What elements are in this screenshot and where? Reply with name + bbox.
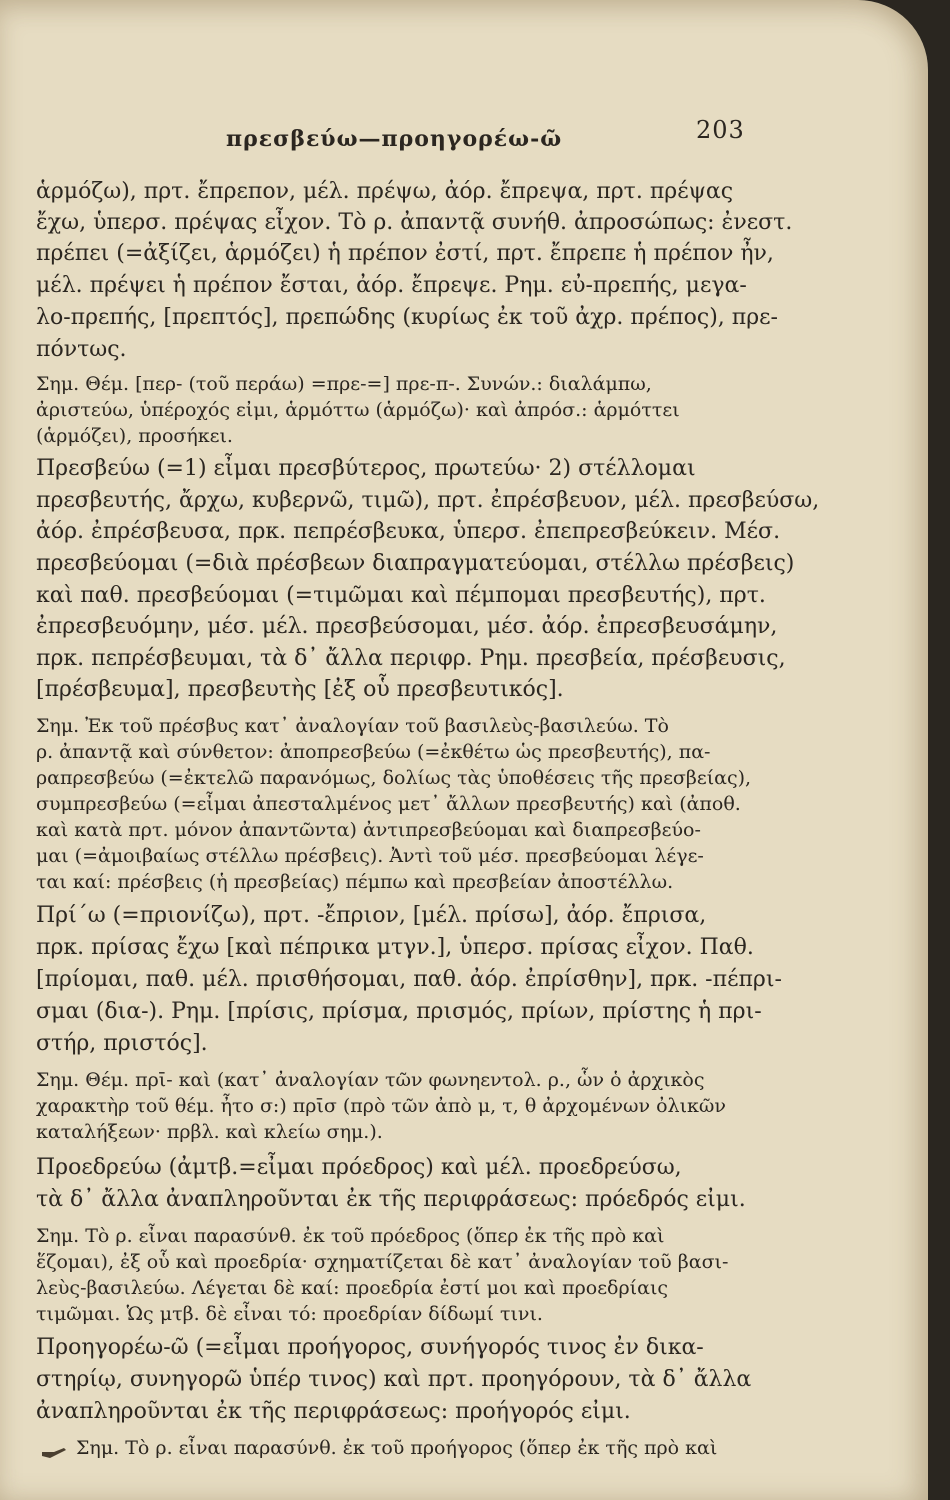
note-line: Σημ. Τὸ ρ. εἶναι παρασύνθ. ἐκ τοῦ προήγορος (ὅπερ ἐκ τῆς πρὸ καὶ <box>76 1437 718 1459</box>
entry-line: Προεδρεύω (ἀμτβ.=εἶμαι πρόεδρος) καὶ μέλ. προεδρεύσω, <box>36 1155 682 1180</box>
note-line: ραπρεσβεύω (=ἐκτελῶ παρανόμως, δολίως τὰς ὑποθέσεις τῆς πρεσβείας), <box>36 767 752 789</box>
note-line: ἀριστεύω, ὑπέροχός εἰμι, ἁρμόττω (ἁρμόζω)· καὶ ἀπρόσ.: ἁρμόττει <box>36 399 680 421</box>
text-line: ἔχω, ὑπερσ. πρέψας εἶχον. Τὸ ρ. ἀπαντᾷ συνήθ. ἀπροσώπως: ἐνεστ. <box>36 210 793 235</box>
note-line: Σημ. Τὸ ρ. εἶναι παρασύνθ. ἐκ τοῦ πρόεδρος (ὅπερ ἐκ τῆς πρὸ καὶ <box>36 1225 665 1247</box>
text-line: τὰ δ᾽ ἄλλα ἀναπληροῦνται ἐκ τῆς περιφράσεως: πρόεδρός εἰμι. <box>36 1187 746 1212</box>
entry-line: Πρεσβεύω (=1) εἶμαι πρεσβύτερος, πρωτεύω· 2) στέλλομαι <box>36 456 696 481</box>
text-line: [πρέσβευμα], πρεσβευτὴς [ἐξ οὗ πρεσβευτικός]. <box>36 677 564 702</box>
text-line: ἀναπληροῦνται ἐκ τῆς περιφράσεως: προήγορός εἰμι. <box>36 1399 631 1424</box>
text-line: στήρ, πριστός]. <box>36 1031 208 1056</box>
text-line: ἐπρεσβευόμην, μέσ. μέλ. πρεσβεύσομαι, μέσ. ἀόρ. ἐπρεσβευσάμην, <box>36 614 778 639</box>
note-line: καταλήξεων· πρβλ. καὶ κλείω σημ.). <box>36 1121 383 1143</box>
note-line: (ἁρμόζει), προσήκει. <box>36 425 233 447</box>
text-line: σμαι (δια-). Ρημ. [πρίσις, πρίσμα, πρισμός, πρίων, πρίστης ἡ πρι- <box>36 999 762 1024</box>
note-line: ται καί: πρέσβεις (ἡ πρεσβείας) πέμπω καὶ πρεσβείαν ἀποστέλλω. <box>36 871 674 893</box>
note-line: Σημ. Θέμ. [περ- (τοῦ περάω) =πρε-=] πρε-π-. Συνών.: διαλάμπω, <box>36 373 652 395</box>
running-title: πρεσβεύω—προηγορέω-ῶ <box>226 126 563 152</box>
text-line: μέλ. πρέψει ἡ πρέπον ἔσται, ἀόρ. ἔπρεψε. Ρημ. εὐ-πρεπής, μεγα- <box>36 273 747 298</box>
pointing-hand-icon <box>40 1440 68 1460</box>
note-line: μαι (=ἀμοιβαίως στέλλω πρέσβεις). Ἀντὶ τοῦ μέσ. πρεσβεύομαι λέγε- <box>36 845 704 867</box>
text-line: πόντως. <box>36 337 127 362</box>
text-line: στηρίῳ, συνηγορῶ ὑπέρ τινος) καὶ πρτ. προηγόρουν, τὰ δ᾽ ἄλλα <box>36 1367 752 1392</box>
text-line: πρκ. πρίσας ἔχω [καὶ πέπρικα μτγν.], ὑπερσ. πρίσας εἶχον. Παθ. <box>36 935 754 960</box>
note-line: ἕζομαι), ἐξ οὗ καὶ προεδρία· σχηματίζεται δὲ κατ᾽ ἀναλογίαν τοῦ βασι- <box>36 1251 729 1273</box>
text-line: πρεσβεύομαι (=διὰ πρέσβεων διαπραγματεύομαι, στέλλω πρέσβεις) <box>36 551 795 576</box>
note-line: Σημ. Ἐκ τοῦ πρέσβυς κατ᾽ ἀναλογίαν τοῦ βασιλεὺς-βασιλεύω. Τὸ <box>36 715 669 737</box>
text-line: καὶ παθ. πρεσβεύομαι (=τιμῶμαι καὶ πέμπομαι πρεσβευτής), πρτ. <box>36 583 766 608</box>
text-line: πρέπει (=ἀξίζει, ἁρμόζει) ἡ πρέπον ἐστί, πρτ. ἔπρεπε ἡ πρέπον ἦν, <box>36 241 774 266</box>
entry-line: Προηγορέω-ῶ (=εἶμαι προήγορος, συνήγορός τινος ἐν δικα- <box>36 1335 704 1360</box>
text-line: ἁρμόζω), πρτ. ἔπρεπον, μέλ. πρέψω, ἀόρ. ἔπρεψα, πρτ. πρέψας <box>36 179 734 204</box>
entry-line: Πρί΄ω (=πριονίζω), πρτ. -ἔπριον, [μέλ. πρίσω], ἀόρ. ἔπρισα, <box>36 903 707 928</box>
page-number: 203 <box>696 116 745 144</box>
note-line: ρ. ἀπαντᾷ καὶ σύνθετον: ἀποπρεσβεύω (=ἐκθέτω ὡς πρεσβευτής), πα- <box>36 741 711 763</box>
text-line: πρεσβευτής, ἄρχω, κυβερνῶ, τιμῶ), πρτ. ἐπρέσβευον, μέλ. πρεσβεύσω, <box>36 488 820 513</box>
note-line: καὶ κατὰ πρτ. μόνον ἀπαντῶντα) ἀντιπρεσβεύομαι καὶ διαπρεσβεύο- <box>36 819 701 841</box>
note-line: χαρακτὴρ τοῦ θέμ. ἦτο σ:) πρῑσ (πρὸ τῶν ἀπὸ μ, τ, θ ἀρχομένων ὀλικῶν <box>36 1095 726 1117</box>
note-line: συμπρεσβεύω (=εἶμαι ἀπεσταλμένος μετ᾽ ἄλλων πρεσβευτής) καὶ (ἀποθ. <box>36 793 741 815</box>
text-line: πρκ. πεπρέσβευμαι, τὰ δ᾽ ἄλλα περιφρ. Ρημ. πρεσβεία, πρέσβευσις, <box>36 646 786 671</box>
note-line: λεὺς-βασιλεύω. Λέγεται δὲ καί: προεδρία ἐστί μοι καὶ προεδρίαις <box>36 1277 669 1299</box>
note-line: τιμῶμαι. Ὡς μτβ. δὲ εἶναι τό: προεδρίαν δίδωμί τινι. <box>36 1303 543 1325</box>
text-line: λο-πρεπής, [πρεπτός], πρεπώδης (κυρίως ἐκ τοῦ ἀχρ. πρέπος), πρε- <box>36 305 778 330</box>
note-line: Σημ. Θέμ. πρῑ- καὶ (κατ᾽ ἀναλογίαν τῶν φωνηεντολ. ρ., ὧν ὁ ἀρχικὸς <box>36 1069 705 1091</box>
text-line: ἀόρ. ἐπρέσβευσα, πρκ. πεπρέσβευκα, ὑπερσ. ἐπεπρεσβεύκειν. Μέσ. <box>36 519 781 544</box>
text-line: [πρίομαι, παθ. μέλ. πρισθήσομαι, παθ. ἀόρ. ἐπρίσθην], πρκ. -πέπρι- <box>36 967 782 992</box>
